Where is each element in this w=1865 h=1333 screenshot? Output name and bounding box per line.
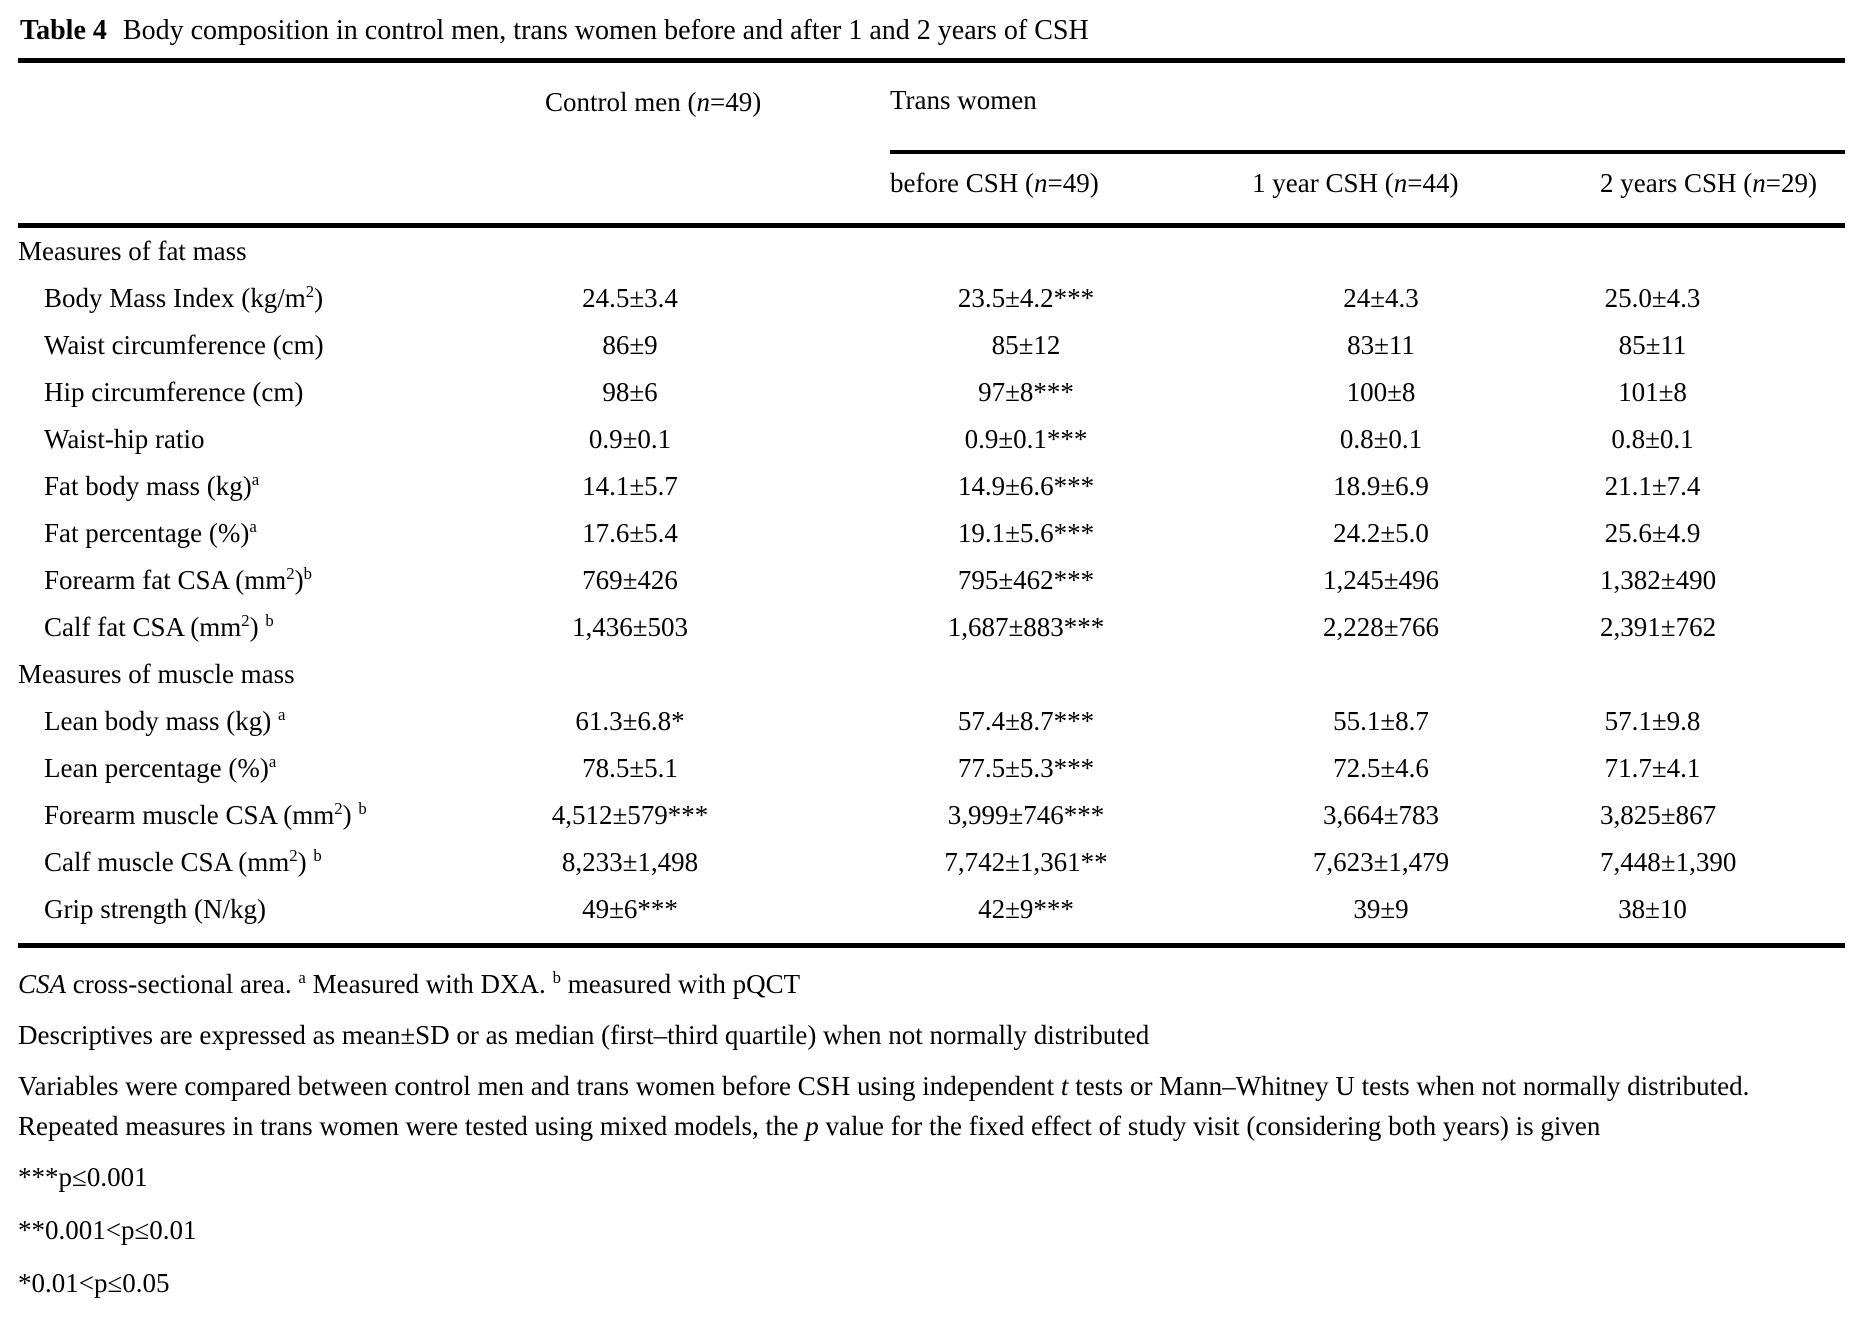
body-composition-table: [18, 58, 1845, 948]
cell-value: 7,623±1,479: [1312, 847, 1450, 877]
row-label: Calf fat CSA $(mm^2)$ $^b$: [44, 611, 274, 642]
cell-value: 4,512±579***: [551, 800, 709, 830]
cell-value: 1,687±883***: [947, 612, 1105, 642]
table-row: [18, 792, 1845, 839]
table-row: [18, 510, 1845, 557]
row-label: Fat body mass (kg)$^a$: [44, 470, 260, 501]
row-label: Waist circumference (cm): [44, 330, 324, 360]
cell-value: 85±12: [991, 330, 1061, 360]
footnote: Descriptives are expressed as mean±SD or as median (first–third quartile) when not normally distributed: [18, 1020, 1150, 1050]
cell-value: 7,448±1,390: [1600, 847, 1737, 877]
cell-value: 42±9***: [978, 894, 1074, 924]
table-body: [18, 226, 1845, 946]
cell-value: 1,245±496: [1322, 565, 1440, 595]
cell-value: 18.9±6.9: [1333, 471, 1429, 501]
cell-value: 57.1±9.8: [1604, 706, 1701, 736]
header-empty-cell: [18, 152, 460, 226]
cell-value: 55.1±8.7: [1333, 706, 1429, 736]
header-empty-cell: [18, 61, 460, 153]
section-row: [18, 226, 1845, 276]
cell-value: 78.5±5.1: [582, 753, 678, 783]
cell-value: 25.0±4.3: [1604, 283, 1701, 313]
cell-value: 1,436±503: [571, 612, 689, 642]
row-label: Lean body mass (kg) $^a$: [44, 705, 286, 736]
cell-value: 14.1±5.7: [582, 471, 678, 501]
cell-value: 85±11: [1618, 330, 1687, 360]
cell-value: 795±462***: [957, 565, 1095, 595]
row-label: Fat percentage (%)$^a$: [44, 517, 257, 548]
table-row: [18, 322, 1845, 369]
cell-value: 14.9±6.6***: [957, 471, 1095, 501]
table-row: [18, 416, 1845, 463]
table-row: [18, 275, 1845, 322]
row-label: Calf muscle CSA $(mm^2)$ $^b$: [44, 846, 322, 877]
header-control-men: Control men (n=49): [545, 87, 762, 117]
cell-value: 72.5±4.6: [1333, 753, 1429, 783]
cell-value: 98±6: [602, 377, 658, 407]
significance-note: **0.001<p≤0.01: [18, 1215, 197, 1245]
row-label: Forearm muscle CSA $(mm^2)$ $^b$: [44, 799, 367, 830]
section-label: Measures of fat mass: [18, 236, 247, 266]
header-empty-cell: [460, 152, 890, 226]
cell-value: 0.9±0.1: [588, 424, 672, 454]
table-row: [18, 886, 1845, 946]
table-row: [18, 463, 1845, 510]
cell-value: 7,742±1,361**: [944, 847, 1108, 877]
cell-value: 38±10: [1618, 894, 1687, 924]
cell-value: 0.9±0.1***: [964, 424, 1088, 454]
cell-value: 101±8: [1618, 377, 1687, 407]
cell-value: 1,382±490: [1600, 565, 1717, 595]
section-row: [18, 651, 1845, 698]
table-row: [18, 839, 1845, 886]
table-row: [18, 557, 1845, 604]
significance-note: ***p≤0.001: [18, 1162, 148, 1192]
row-label: Body Mass Index $(kg/m^2)$: [44, 282, 324, 313]
table-row: [18, 698, 1845, 745]
section-label: Measures of muscle mass: [18, 659, 295, 689]
row-label: Grip strength (N/kg): [44, 894, 266, 924]
cell-value: 83±11: [1347, 330, 1415, 360]
header-row-subcolumns: [18, 152, 1845, 226]
cell-value: 0.8±0.1: [1611, 424, 1694, 454]
cell-value: 61.3±6.8*: [575, 706, 685, 736]
row-label: Forearm fat CSA $(mm^2)^b$: [44, 564, 312, 595]
header-2years-csh: 2 years CSH (n=29): [1600, 152, 1845, 226]
cell-value: 24±4.3: [1343, 283, 1419, 313]
cell-value: 86±9: [602, 330, 658, 360]
table-caption: [18, 8, 1845, 58]
cell-value: 24.5±3.4: [582, 283, 678, 313]
significance-note: *0.01<p≤0.05: [18, 1268, 170, 1298]
cell-value: 57.4±8.7***: [957, 706, 1095, 736]
table-row: [18, 369, 1845, 416]
footnote: CSA cross-sectional area. $^a$ Measured with DXA. $^b$ measured with pQCT: [18, 968, 801, 999]
cell-value: 100±8: [1346, 377, 1416, 407]
cell-value: 97±8***: [978, 377, 1074, 407]
cell-value: 769±426: [582, 565, 678, 595]
cell-value: 71.7±4.1: [1604, 753, 1701, 783]
table-row: [18, 604, 1845, 651]
cell-value: 21.1±7.4: [1604, 471, 1701, 501]
cell-value: 24.2±5.0: [1333, 518, 1429, 548]
cell-value: 2,228±766: [1322, 612, 1440, 642]
cell-value: 3,664±783: [1322, 800, 1440, 830]
table-footnotes: [18, 964, 1845, 1303]
table-caption-text: Body composition in control men, trans women before and after 1 and 2 years of CSH: [122, 15, 1089, 46]
cell-value: 23.5±4.2***: [957, 283, 1095, 313]
cell-value: 39±9: [1353, 894, 1409, 924]
cell-value: 77.5±5.3***: [957, 753, 1095, 783]
cell-value: 19.1±5.6***: [957, 518, 1095, 548]
header-1year-csh: 1 year CSH (n=44): [1252, 152, 1600, 226]
row-label: Waist-hip ratio: [44, 424, 205, 454]
cell-value: 2,391±762: [1600, 612, 1717, 642]
cell-value: 8,233±1,498: [561, 847, 699, 877]
table-row: [18, 745, 1845, 792]
row-label: Lean percentage (%)$^a$: [44, 752, 277, 783]
footnote: Variables were compared between control men and trans women before CSH using independent t tests or Mann–Whitney U tests when not normally distributed. Repeated measures in trans women were tested using mixed models, the p value for the fixed effect of study visit (considering both years) is given: [18, 1071, 1750, 1141]
cell-value: 0.8±0.1: [1339, 424, 1423, 454]
header-before-csh: before CSH (n=49): [890, 152, 1252, 226]
cell-value: 3,825±867: [1600, 800, 1717, 830]
cell-value: 49±6***: [582, 894, 678, 924]
table-number: Table 4: [20, 15, 107, 46]
header-trans-women-group: Trans women: [890, 61, 1845, 153]
cell-value: 17.6±5.4: [582, 518, 678, 548]
cell-value: 25.6±4.9: [1604, 518, 1701, 548]
row-label: Hip circumference (cm): [44, 377, 304, 407]
cell-value: 3,999±746***: [947, 800, 1105, 830]
header-row-groups: [18, 61, 1845, 153]
